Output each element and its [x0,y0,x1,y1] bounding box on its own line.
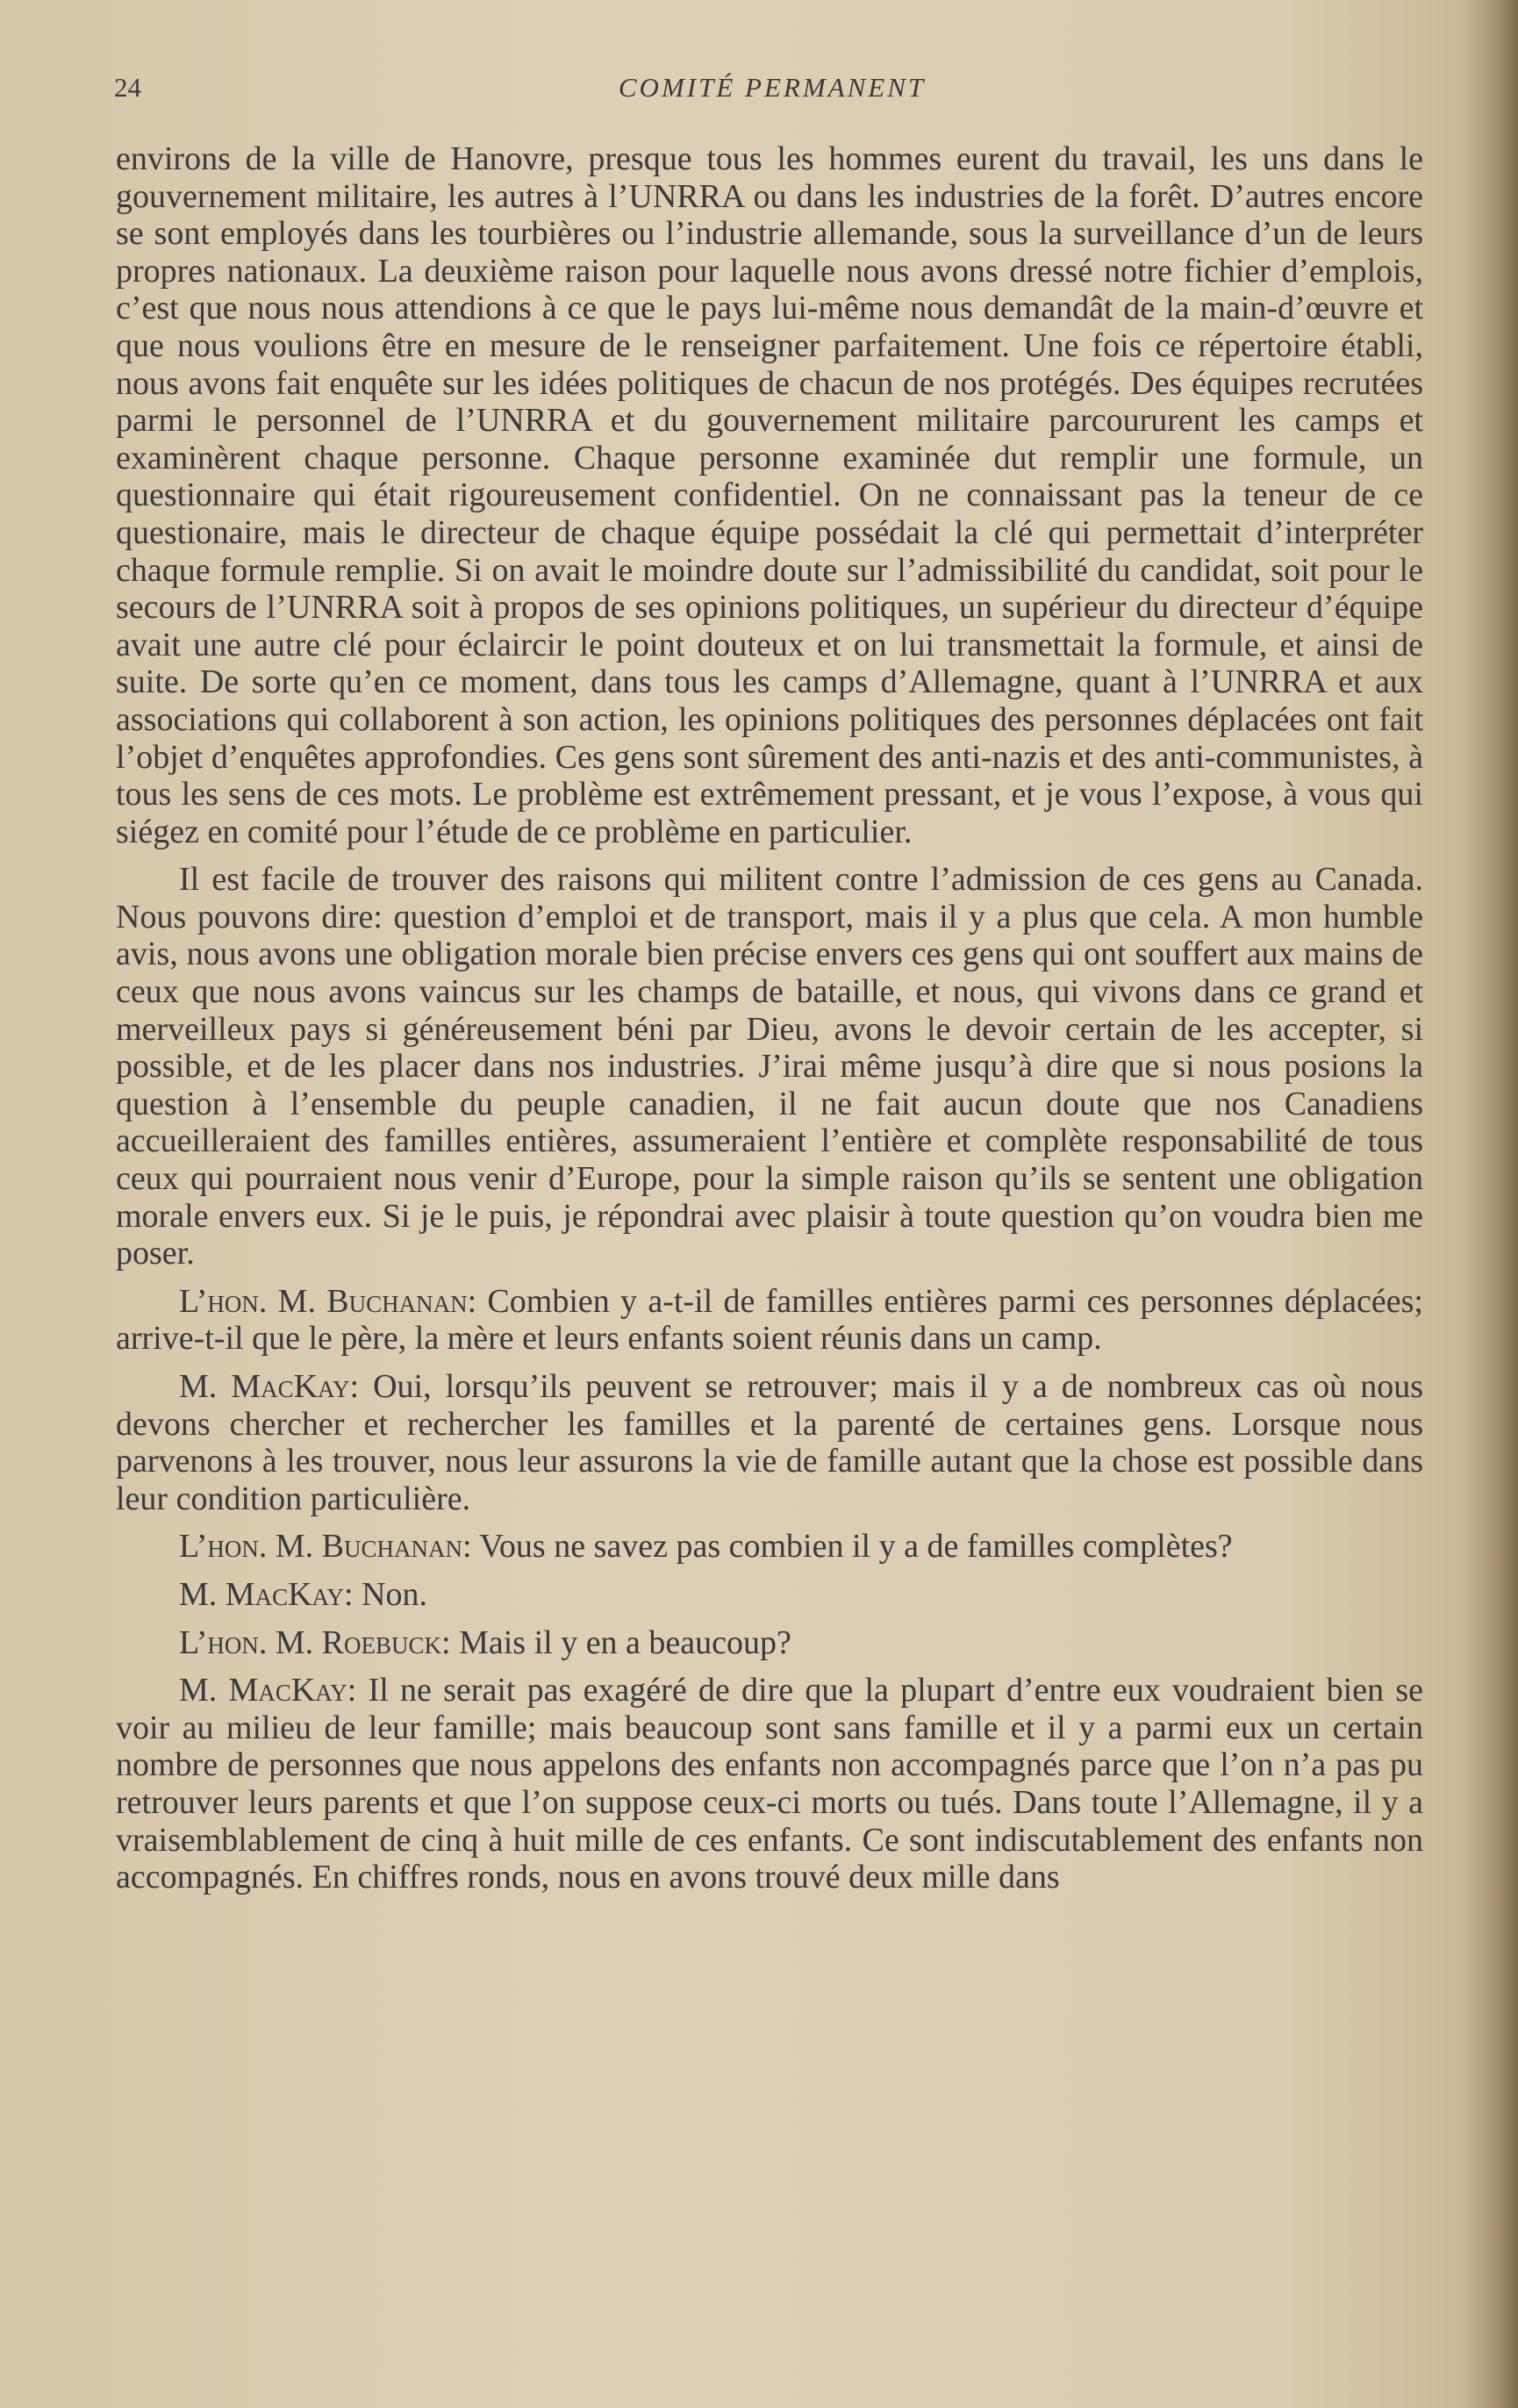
running-title: COMITÉ PERMANENT [618,72,927,103]
exchange-buchanan-1 [116,1283,1423,1358]
speech-text: Il ne serait pas exagéré de dire que la plupart d’entre eux voudraient bien se voir au milieu de leur famille; mais beaucoup sont sans famille et il y a parmi eux un certain nombre de personnes que nous appelons des enfants non accompagnés parce que l’on n’a pas pu retrouver leurs parents et que l’on suppose ceux-ci morts ou tués. Dans toute l’Allemagne, il y a vraisemblablement de cinq à huit mille de ces enfants. Ce sont indiscutablement des enfants non accompagnés. En chiffres ronds, nous en avons trouvé deux mille dans [116,1672,1423,1896]
paragraph-1 [116,140,1423,850]
speaker-name: L’hon. M. Buchanan: [179,1282,477,1320]
speaker-name: M. MacKay: [179,1672,357,1709]
speech-text: Vous ne savez pas combien il y a de familles complètes? [471,1528,1233,1566]
exchange-mackay-1 [116,1368,1423,1517]
speaker-name: L’hon. M. Roebuck: [179,1623,451,1661]
exchange-mackay-2 [116,1576,1423,1614]
paragraph-2 [116,861,1423,1272]
exchange-roebuck-1 [116,1624,1423,1662]
speech-text: Combien y a-t-il de familles entières parmi ces personnes déplacées; arrive-t-il que le père, la mère et leurs enfants soient réunis dans un camp. [116,1282,1423,1358]
speaker-name: M. MacKay: [179,1575,354,1613]
page-edge-shadow [1465,0,1518,2408]
speech-text: Non. [353,1575,428,1613]
paragraph-text: environs de la ville de Hanovre, presque tous les hommes eurent du travail, les uns dans le gouvernement militaire, les autres à l’UNRRA ou dans les industries de la forêt. D’autres encore se sont employés dans les tourbières ou l’industrie allemande, sous la surveillance d’un de leurs propres nationaux. La deuxième raison pour laquelle nous avons dressé notre fichier d’emplois, c’est que nous nous attendions à ce que le pays lui-même nous demandât de la main-d’œuvre et que nous voulions être en mesure de le renseigner parfaitement. Une fois ce répertoire établi, nous avons fait enquête sur les idées politiques de chacun de nos protégés. Des équipes recrutées parmi le personnel de l’UNRRA et du gouvernement militaire parcoururent les camps et examinèrent chaque personne. Chaque personne examinée dut remplir une formule, un questionnaire qui était rigoureusement confidentiel. On ne connaissant pas la teneur de ce questionaire, mais le directeur de chaque équipe possédait la clé qui permettait d’interpréter chaque formule remplie. Si on avait le moindre doute sur l’admissibilité du candidat, soit pour le secours de l’UNRRA soit à propos de ses opinions politiques, un supérieur du directeur d’équipe avait une autre clé pour éclaircir le point douteux et on lui transmettait la formule, et ainsi de suite. De sorte qu’en ce moment, dans tous les camps d’Allemagne, quant à l’UNRRA et aux associations qui collaborent à son action, les opinions politiques des personnes déplacées ont fait l’objet d’enquêtes approfondies. Ces gens sont sûrement des anti-nazis et des anti-communistes, à tous les sens de ces mots. Le problème est extrêmement pressant, et je vous l’expose, à vous qui siégez en comité pour l’étude de ce problème en particulier. [116,140,1423,850]
page-header [114,72,1430,116]
speaker-name: M. MacKay: [179,1368,360,1405]
body-text [116,140,1423,1907]
speech-text: Mais il y en a beaucoup? [450,1623,791,1661]
page-number: 24 [114,72,141,103]
exchange-mackay-3 [116,1672,1423,1896]
speech-text: Oui, lorsqu’ils peuvent se retrouver; mais il y a de nombreux cas où nous devons chercher et rechercher les familles et la parenté de certaines gens. Lorsque nous parvenons à les trouver, nous leur assurons la vie de famille autant que la chose est possible dans leur condition particulière. [116,1368,1423,1517]
paragraph-text: Il est facile de trouver des raisons qui militent contre l’admission de ces gens au Canada. Nous pouvons dire: question d’emploi et de transport, mais il y a plus que cela. A mon humble avis, nous avons une obligation morale bien précise envers ces gens qui ont souffert aux mains de ceux que nous avons vaincus sur les champs de bataille, et nous, qui vivons dans ce grand et merveilleux pays si généreusement béni par Dieu, avons le devoir certain de les accepter, si possible, et de les placer dans nos industries. J’irai même jusqu’à dire que si nous posions la question à l’ensemble du peuple canadien, il ne fait aucun doute que nos Canadiens accueilleraient des familles entières, assumeraient l’entière et complète responsabilité de tous ceux qui pourraient nous venir d’Europe, pour la simple raison qu’ils se sentent une obligation morale envers eux. Si je le puis, je répondrai avec plaisir à toute question qu’on voudra bien me poser. [116,861,1423,1272]
speaker-name: L’hon. M. Buchanan: [179,1528,472,1566]
exchange-buchanan-2 [116,1528,1423,1566]
